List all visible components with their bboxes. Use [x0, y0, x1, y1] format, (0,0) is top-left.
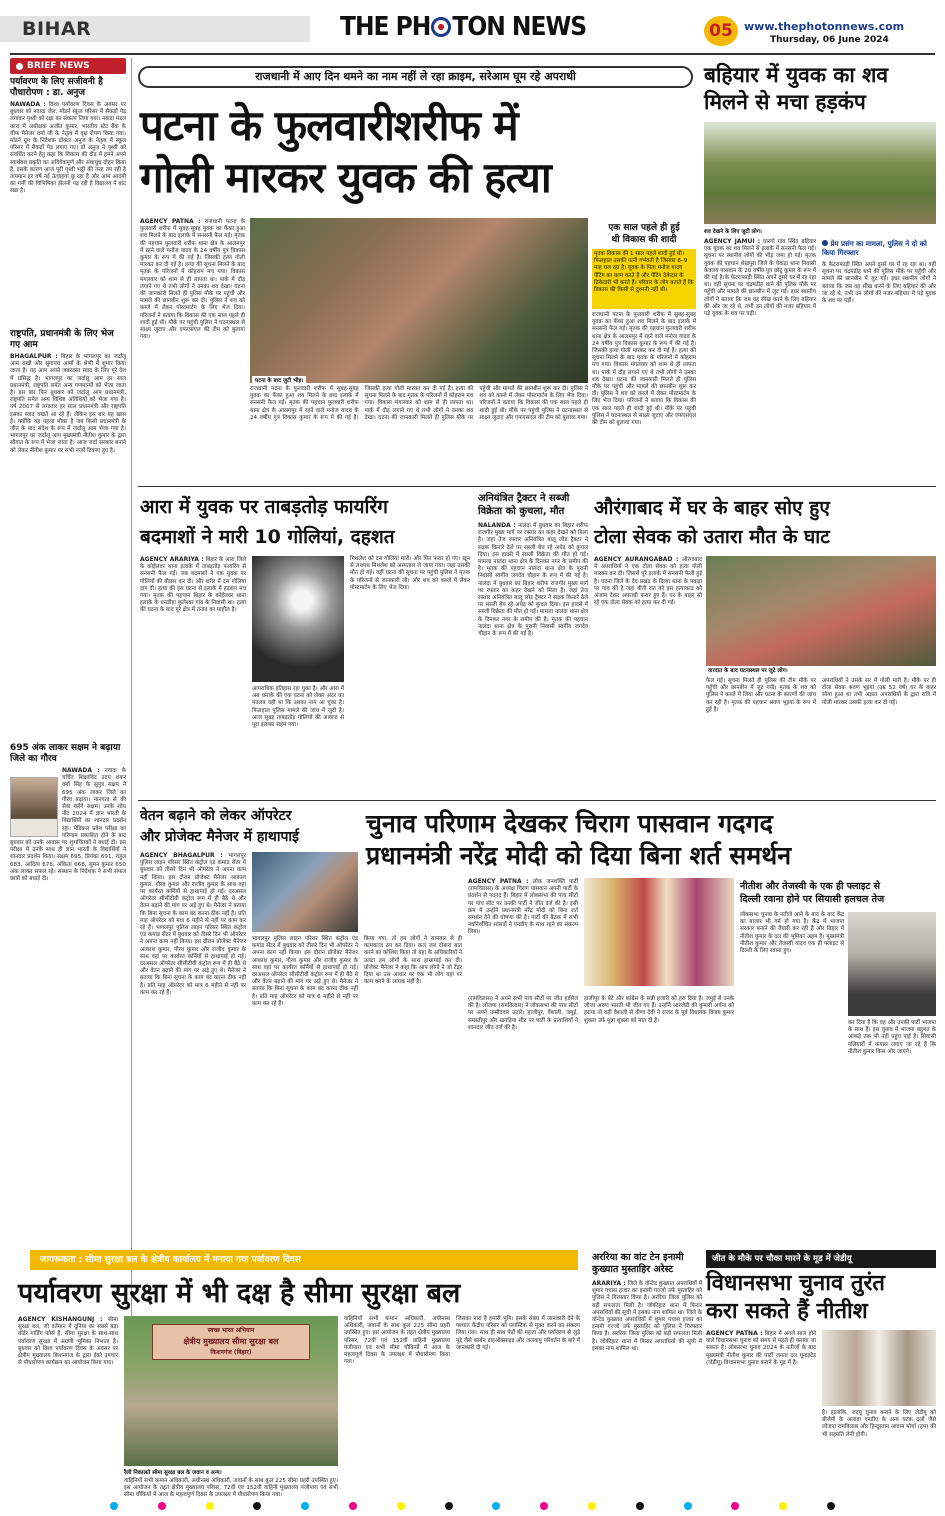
row-rule [138, 800, 936, 801]
brief-body: NAWADA : नवादा के चर्चित शिक्षाविद उदय शंकर वर्मा सिंह के सुपुत्र सक्षम ने 695 अंक लाकर जिले का गौरव बढ़ाया। मानवता से की सेवा करेंगे सक्षम। उनके शोध नीट 2024 में ज्ञान भारती के विद्यार्थियों का शानदार प्रदर्शन रहा। मेडिकल प्रवेश परीक्षा का परिणाम प्रकाशित होने के बाद बुधवार को उनके आवास पर शुभचिंतकों ने बधाई दी। इस परीक्षा में उनके साथ ही ज्ञान भारती के विद्यार्थियों ने शानदार प्रदर्शन किया। सक्षम 695, प्रियंका 691, राहुल 683, आदित्य 676, अंकिता 668, सुमन कुमार 650 अंक लाकर सफल रहे। संस्थान के निदेशक ने सभी सफल छात्रों को बधाई दी। [10, 767, 126, 883]
ara-body-2: आपराधिक इतिहास रहा चुका है। और आरा में अब धमाके की एक घटना को लेकर अंदर का मतलब वहीं था कि उसका नाम आ चुका है। फिलहाल पुलिस मामले की जांच में जुटी है। आज सुबह ताबड़तोड़ गोलियों की आवाज से पूरा इलाका सहम गया। [252, 686, 344, 729]
main-story-body: AGENCY PATNA : राजधानी पटना के फुलवारी शरीफ में सुबह-सुबह युवक का फेंका हुआ शव मिलने के बाद इलाके में सनसनी फैल गई। मृतक की पहचान फुलवारी शरीफ थाना क्षेत्र के आलमपुर में रहने वाले मनोज यादव के 24 वर्षीय पुत्र विकास कुमार के रूप में की गई है। जिसकी हत्या गोली मारकर कर दी गई है। हत्या की सूचना मिलने के बाद मृतक के परिजनों में कोहराम मच गया। विकास मंगलवार को शाम से ही लापता था। पार्क में दौड़ लगाने गए थे तभी लोगों ने उनका शव देखा। घटना की जानकारी मिलते ही पुलिस मौके पर पहुंची और मामले की छानबीन शुरू कर दी। पुलिस ने शव को कब्जे में लेकर पोस्टमार्टम के लिए भेज दिया। परिजनों ने बताया कि विकास की एक साल पहले ही शादी हुई थी। मौके पर पहुंची पुलिस ने घटनास्थल से साक्ष्य जुटाए और एफएसएल की टीम को बुलाया गया। [140, 218, 246, 341]
page-number: 05 [704, 16, 738, 46]
bahiyar-caption: शव देखने के लिए जुटी लोग। [704, 229, 762, 235]
bsf-body-3: वाहिनियों सभी कमान अधिकारी, अधीनस्थ अधिकारी, जवानों के साथ कुल 225 सीमा प्रहरी उपस्थित हुए। इस आयोजन के तहत क्षेत्रीय मुख्यालय परिसर, 72वीं एवं 152वीं वाहिनी मुख्यालय पंजीपारा एवं सभी सीमा चौकियों में आज के महत्वपूर्ण दिवस के उपलक्ष्य में पौधारोपण किया गया। [344, 1316, 450, 1366]
main-story-photo [250, 218, 588, 383]
jdu-headline: विधानसभा चुनाव तुरंत करा सकते हैं नीतीश [706, 1271, 885, 1324]
brief-title: राष्ट्रपति, प्रधानमंत्री के लिए भेज गए आम [10, 329, 114, 350]
masthead-rule [10, 53, 935, 55]
row-rule [138, 486, 936, 487]
ara-body-3: मिथलेश को दस गोलियां मारी। और फिर फरार हो गए। खून से लथपथ मिथलेश को अस्पताल ले जाया गया। जहां उसकी मौत हो गई। वहीं घटना की सूचना पर पहुंची पुलिस ने मृतक के परिजनों से जानकारी ली। और शव को कब्जे में लेकर पोस्टमार्टम के लिए भेज दिया। [350, 556, 470, 591]
brief-body: NAWADA : विश्व पर्यावरण दिवस के अवसर पर बुधवार को नवादा जेल, मॉडर्न स्कूल परिसर में सैकड़ों पेड़ लगाकर पृथ्वी को रक्षा का संकल्प लिया गया। नवादा मंडल कारा में अधीक्षक अजीत कुमार, भारतीय स्टेट बैंक के चीफ मैनेजर वर्मा जी के नेतृत्व में वृक्ष रोपण किया गया। मॉडर्न ग्रुप के निदेशक डॉक्टर अनुज के नेतृत्व में स्कूल परिसर में सैकड़ों पेड़ लगाए गए। डॉ अनुज ने पृथ्वी को संवर्धित करने हेतु कहा कि विकास की दौड़ में हमने अपने स्वार्थवश प्रकृति का अविवेकपूर्ण और अंधाधुंध दोहन किया है, इसके कारण आज पूरी पृथ्वी भट्ठी की तरह तप रही है तापमान हर वर्ष नई ऊंचाइयां छू रहा है और आम आदमी का गर्मी की विभिषिका झेलनी पड़ रही है विद्यालय ने बांट रखा है। [10, 101, 127, 195]
bsf-body: AGENCY KISHANGUNJ : सीमा सुरक्षा बल, जो वर्तमान में दुनिया का सबसे बड़ा बॉर्डर गार्डिंग फोर्स है, सीमा सुरक्षा के साथ-साथ पर्यावरण सुरक्षा में अग्रणी भूमिका निभाता है। बुधवार को विश्व पर्यावरण दिवस के अवसर पर क्षेत्रीय मुख्यालय किशनगंज के द्वारा ईको उपचार से पौधारोपण कार्यक्रम का आयोजन किया गया। [18, 1316, 118, 1367]
bsf-headline: पर्यावरण सुरक्षा में भी दक्ष है सीमा सुरक्षा बल [18, 1278, 461, 1309]
aurangabad-photo [706, 556, 936, 666]
bsf-photo [124, 1316, 338, 1466]
student-photo [10, 777, 58, 837]
jdu-body: AGENCY PATNA : बिहार में अगले साल होने वाले विधानसभा चुनाव को समय से पहले ही कराया जा सकता है। लोकसभा चुनाव 2024 के नतीजों के बाद मुख्यमंत्री नीतीश कुमार की पार्टी जनता दल यूनाइटेड (जेडीयू) विधानसभा चुनाव कराने के मूड में है। [706, 1330, 816, 1366]
col-divider [131, 58, 132, 1358]
bahiyar-bullet: प्रेम प्रसंग का मामला, पुलिस ने दो को किया गिरफ्तार [822, 240, 927, 257]
brief-title: पर्यावरण के लिए सजीवनी है पौधारोपण : डा. अनुज [10, 77, 103, 98]
flight-body-2: कर दिया है कि वह और उनकी पार्टी भाजपा के साथ हैं। इस चुनाव में भाजपा बहुमत के आंकड़े तक भी नहीं पहुंच पाई है। सियासी गलियारों में कयास लगाए जा रहे हैं कि नीतीश कुमार किस ओर जाएंगे। [848, 1020, 936, 1055]
brief-body: BHAGALPUR : बिहार के भागलपुर का जर्दालू आम राखी और सुगापच आमों के श्रेणी में शुमार किया जाता है। यह आम अपने जबरदस्त स्वाद के लिए पूरे देश में प्रसिद्ध है। भागलपुर का जर्दालु आम हर साल प्रधानमंत्री, राष्ट्रपति समेत अन्य गणमान्यों को भेजा जाता है। इस बार फिर बुधवार को जर्दालू आम प्रधानमंत्री, राष्ट्रपति समेत अन्य विशिष्ट अतिथियों को भेजा गया है। वर्ष 2007 से लगातार हर साल प्रधानमंत्री और राष्ट्रपति इसका स्वाद चखते आ रहे हैं। लेकिन इस बार यह खास है। क्योंकि यह पहला मौका है जब किसी प्रधानमंत्री के जीत के बाद संदेश के रूप में जर्दालू आम भेजा गया है। भागलपुर का जर्दालू आम मुख्यमंत्री नीतीश कुमार के द्वारा सौगात के रूप में भेजा जाता है। आज जर्दा सरकार बनाने को लेकर नीतीश कुमार पर सभी नजरें टिकाए हुए है। [10, 353, 127, 454]
brief-item-1 [10, 77, 126, 323]
brief-column [10, 58, 126, 1358]
bullet-icon [822, 240, 828, 246]
masthead [0, 0, 945, 54]
aurangabad-caption: वारदात के बाद घटनास्थल पर जुटे लोग। [708, 668, 788, 674]
flight-body: लोकसभा चुनाव के नतीजे आने के बाद के बाद केंद्र का बाजार भी गर्म हो गया है। केंद्र में भाजपा सरकार बनाने की तैयारी कर रही है और बिहार में नीतीश कुमार के दल की भूमिका अहम है। मुख्यमंत्री नीतीश कुमार और तेजस्वी यादव एक ही फ्लाइट से दिल्ली के लिए रवाना हुए। [740, 912, 844, 955]
aurangabad-body: AGENCY AURANGABAD : औरंगाबाद में अपराधियों ने एक टोला सेवक को हत्या गोली मारकर कर दी। जिससे पूरे इलाके में सनसनी फैली हुई है। घटना जिले के देव प्रखंड के दिव्या थाना के पकड़ा पर गांव की है जहां बीती रात को इस हत्याकांड को अंजाम देकर अपराधी फरार हुए हैं। घर के बाहर सो रहे एक टोला सेवक को हत्या कर दी गई। [594, 556, 702, 607]
brief-title: 695 अंक लाकर सक्षम ने बढ़ाया जिले का गौरव [10, 743, 121, 764]
flight-photo [848, 912, 936, 1016]
print-color-bar [110, 1502, 835, 1510]
box-title: एक साल पहले ही हुई थी विकास की शादी [608, 223, 680, 245]
bsf-body-2: वाहिनियों सभी कमान अधिकारी, अधीनस्थ अधिकारी, जवानों के साथ कुल 225 सीमा प्रहरी उपस्थित हुए। इस आयोजन के तहत क्षेत्रीय मुख्यालय परिसर, 72वीं एवं 152वीं वाहिनी मुख्यालय पंजीपारा एवं सभी सीमा चौकियों में आज के महत्वपूर्ण दिवस के उपलक्ष्य में पौधारोपण किया गया। [124, 1478, 338, 1499]
flight-headline: नीतीश और तेजस्वी के एक ही फ्लाइट से दिल्ली रवाना होने पर सियासी हलचल तेज [740, 881, 885, 905]
box-body: मृतक विकास की 1 साल पहले शादी हुई थी। फिलहाल उसकी पत्नी गर्भवती है जिसका 8–9 माह चल रहा है। यूवक के पिता मनोज यादव पेंटिंग का काम करते हैं और पेंटिंग ठेकेदार के ठिकेदारी भी करते हैं। परिवार के लोग बताते हैं कि विकास की किसी से दुश्मनी नहीं थी। [592, 249, 696, 309]
brief-label: BRIEF NEWS [10, 58, 126, 74]
aurangabad-body-3: अपराधियों ने उसके सर में गोली मारी है। मौके पर ही टोला सेवक श्रवण भुइयां (उम्र 52 वर्ष) घर के बाहर सोया हुआ था तभी अज्ञात अपराधियों के द्वारा रात्रि में गोली मारकर उसकी हत्या कर दी गई। [822, 678, 936, 706]
operator-headline: वेतन बढ़ाने को लेकर ऑपरेटर और प्रोजेक्ट मैनेजर में हाथापाई [140, 808, 299, 845]
issue-date: Thursday, 06 June 2024 [770, 35, 889, 45]
arrest-headline: अररिया का वांट टेन इनामी कुख्यात मुस्ताहिर अरेस्ट [592, 1252, 684, 1275]
aurangabad-headline: औरंगाबाद में घर के बाहर सोए हुए टोला सेवक को उतारा मौत के घाट [594, 497, 830, 548]
logo-o-icon [431, 17, 451, 37]
brief-item-2 [10, 329, 126, 737]
operator-body-3: किया गया, तो हम लोगों ने सामवार से ही कामकाज ठप कर दिया। कल जब दोबारा बात करने का कोशिश किया तो यहां के अधिकारियों ने उलटा हम लोगों के साथ हाथापाई कर दी। प्रोजेक्ट मैनेजर ने कहा कि आप लोगों ने जो टेंडर दिया था उस आधार पर एक भी लोग यहां पर काम करने के लायक नहीं है। [364, 936, 462, 986]
main-photo-caption: घटना के बाद जुटी भीड़। [252, 376, 306, 384]
operator-body-2: भागलपुर पुलिस लाइन परिसर स्थित कंट्रोल एंड कमांड सेंटर में बुधवार को तीसरे दिन भी ऑपरेटर ने अपना काम नहीं किया। इस दौरान प्रोजेक्ट मैनेजर आकाश कुमार, गौरव कुमार और राजीव कुमार के साथ वहां पर कार्यरत कर्मियों से हाथापाई हो गई। दरअसल ऑपरेटर सीसीटीवी कंट्रोल रूम में ही बैठे थे और वेतन बढ़ाने की मांग पर अड़े हुए थे। मैनेजर ने बताया कि बिना सूचना के काम बंद करना ठीक नहीं है। प्रति माह ऑपरेटर को मात्र 6 महीने से नहीं पर काम कर रहे हैं। [252, 936, 358, 1007]
ara-headline: आरा में युवक पर ताबड़तोड़ फायरिंग बदमाशों ने मारी 10 गोलियां, दहशत [140, 496, 395, 548]
operator-photo [252, 852, 358, 932]
top-kicker: राजधानी में आए दिन थमने का नाम नहीं ले रहा क्राइम, सरेआम घूम रहे अपराधी [138, 66, 693, 88]
main-story-body-2: राजधानी पटना के फुलवारी शरीफ में सुबह-सुबह युवक का फेंका हुआ शव मिलने के बाद इलाके में सनसनी फैल गई। मृतक की पहचान फुलवारी शरीफ थाना क्षेत्र के आलमपुर में रहने वाले मनोज यादव के 24 वर्षीय पुत्र विकास कुमार के रूप में की गई है। जिसकी हत्या गोली मारकर कर दी गई है। हत्या की सूचना मिलने के बाद मृतक के परिजनों में कोहराम मच गया। विकास मंगलवार को शाम से ही लापता था। पार्क में दौड़ लगाने गए थे तभी लोगों ने उनका शव देखा। घटना की जानकारी मिलते ही पुलिस मौके पर पहुंची और मामले की छानबीन शुरू कर दी। पुलिस ने शव को कब्जे में लेकर पोस्टमार्टम के लिए भेज दिया। परिजनों ने बताया कि विकास की एक साल पहले ही शादी हुई थी। मौके पर पहुंची पुलिस ने घटनास्थल से साक्ष्य जुटाए और एफएसएल की टीम को बुलाया गया। [250, 386, 588, 421]
chirag-body-2: (रामविलास) ने अपने सभी पांच सीटों पर जीत हासिल की है। लोजपा (रामविलास) ने लोकसभा की पांच सीटों पर अपने उम्मीदवार उतारे। हाजीपुर, वैशाली, जमुई, समस्तीपुर और खगड़िया सीट पर पार्टी के प्रत्याशियों ने शानदार जीत दर्ज की है। [468, 996, 578, 1031]
bahiyar-body: AGENCY JAMUI : घारगो गांव स्थित बहियार एक युवक का शव मिलने से इलाके में सनसनी फैल गई। सूचना पर स्थानीय लोगों की भीड़ जमा हो गई। मृतक युवक की पहचान शेखपुरा जिले के चेवाड़ा थाना निवासी केवलय पासवान के 20 वर्षीय पुत्र छोटू कुमार के रूप में की गई है।के फेटराफाड़ी स्थित अपने दूसरे घर में रह रहा था। वहीं सूचना पर चंद्रमंडीह थाने की पुलिस मौके पर पहुँची और मामले की छानबीन में जुट गई। इधर स्थानीय लोगों ने बताया कि जब वह सीख करने के लिए बहियार की ओर जा रहे थे, तभी उन लोगों की नजर बहियार में पड़े युवक के शव पर पड़ी। [704, 238, 817, 318]
bsf-caption: रैली निकालते सीमा सुरक्षा बल के जवान व अन्य। [124, 1470, 222, 1476]
jdu-body-2: है। हालांकि, जदयू चुनाव कराने के लिए जेडीयू को बीजेपी के अलावा एनडीए के अन्य घटक दलों जैसे लोजपा रामविलास और हिन्दुस्तान आवाम मोर्चा (हम) की भी सहमति लेनी होगी। [822, 1410, 937, 1438]
bsf-kicker: जागरूकता : सीमा सुरक्षा बल के क्षेत्रीय कार्यालय में मनाया गया पर्यावरण दिवस [30, 1250, 578, 1270]
bsf-banner: स्वच्छ भारत अभियान क्षेत्रीय मुख्यालय सीमा सुरक्षा बल किशनगंज (बिहार) [152, 1324, 310, 1360]
chirag-body-3: हाजीपुर के बेटे और कांग्रेस के सन्नी हजारी को हरा दिया है। जमुई से उनके जीजा अरुण भारती भी जीत गए हैं। उन्होंने आरजेडी की कुमारी अर्चना को हराया तो वहीं वैशाली से वीणा देवी ने राजद के पूर्व विधायक विजय कुमार शुक्ला उर्फ मुन्ना शुक्ला को मात दी है। [584, 996, 734, 1024]
aurangabad-body-2: फैल गई। सूचना मिलते ही पुलिस की टीम मौके पर पहुँची और छानबीन में जुट गयी। मृतक के शव को पुलिस ने कब्जे में लिया और घटना के कारणों की जांच कर रही है। मृतक की पहचान श्रवण भुइयां के रूप में हुई है। [706, 678, 816, 713]
tractor-headline: अनियंत्रित ट्रैक्टर ने सब्जी विक्रेता को कुचला, मौत [478, 493, 570, 517]
logo-right: TON NEWS [452, 12, 587, 42]
brief-item-3 [10, 743, 126, 1197]
operator-body: AGENCY BHAGALPUR : भागलपुर पुलिस लाइन परिसर स्थित कंट्रोल एंड कमांड सेंटर में बुधवार को तीसरे दिन भी ऑपरेटर ने अपना काम नहीं किया। इस दौरान प्रोजेक्ट मैनेजर आकाश कुमार, गौरव कुमार और राजीव कुमार के साथ वहां पर कार्यरत कर्मियों से हाथापाई हो गई। दरअसल ऑपरेटर सीसीटीवी कंट्रोल रूम में ही बैठे थे और वेतन बढ़ाने की मांग पर अड़े हुए थे। मैनेजर ने बताया कि बिना सूचना के काम बंद करना ठीक नहीं है। प्रति माह ऑपरेटर को मात्र 6 महीने से नहीं पर काम कर रहे हैं। भागलपुर पुलिस लाइन परिसर स्थित कंट्रोल एंड कमांड सेंटर में बुधवार को तीसरे दिन भी ऑपरेटर ने अपना काम नहीं किया। इस दौरान प्रोजेक्ट मैनेजर आकाश कुमार, गौरव कुमार और राजीव कुमार के साथ वहां पर कार्यरत कर्मियों से हाथापाई हो गई। दरअसल ऑपरेटर सीसीटीवी कंट्रोल रूम में ही बैठे थे और वेतन बढ़ाने की मांग पर अड़े हुए थे। मैनेजर ने बताया कि बिना सूचना के काम बंद करना ठीक नहीं है। प्रति माह ऑपरेटर को मात्र 6 महीने से नहीं पर काम कर रहे हैं। [140, 852, 246, 996]
bsf-body-4: जिसका नारा है हमारी भूमि। इसके संबंध में जानकारी देने के पश्चात केंद्रीय परिसर को प्लास्टिक से मुक्त करने का संकल्प लिया गया। साथ ही साथ पेड़ों की महत्ता और पर्यावरण से जुड़े मुद्दे जैसे कार्बन डाइऑक्साइड और जलवायु परिवर्तन के बारे में जानकारी दी गई। [456, 1316, 580, 1351]
ara-photo [252, 556, 344, 682]
tractor-body: NALANDA : नालंदा में बुधवार का बिहार शरीफ राजगीर मुख्य मार्ग पर रफ्तार का कहर देखने को मिला है। जहां तेज रफ्तार अनियंत्रित बालू लोड ट्रैक्टर ने सड़क किनारे ठेले पर सब्जी बेच रहे अधेड़ को कुचल दिया। इस हादसे में सब्जी विक्रेता की मौत हो गई। मामला नालंदा थाना क्षेत्र के दिनकर नगर के समीप की है। मृतक की पहचान नालंदा थाना क्षेत्र के पुरानी निवासी स्वर्गीय जगदेव चौहान के रूप में की गई है। नालंदा में बुधवार का बिहार शरीफ राजगीर मुख्य मार्ग पर रफ्तार का कहर देखने को मिला है। जहां तेज रफ्तार अनियंत्रित बालू लोड ट्रैक्टर ने सड़क किनारे ठेले पर सब्जी बेच रहे अधेड़ को कुचल दिया। इस हादसे में सब्जी विक्रेता की मौत हो गई। मामला नालंदा थाना क्षेत्र के दिनकर नगर के समीप की है। मृतक की पहचान नालंदा थाना क्षेत्र के पुरानी निवासी स्वर्गीय जगदेव चौहान के रूप में की गई है। [478, 522, 589, 638]
site-url[interactable]: www.thephotonnews.com [744, 20, 905, 33]
paper-logo [340, 12, 640, 46]
ara-body: AGENCY ARARIYA : बिहार के आरा जिले के कोईलवर थाना इलाके में ताबड़तोड़ फायरिंग से सनसनी फैल गई। जब बदमाशों ने एक युवक पर गोलियों की बौछार कर दी। और शरीर में दस गोलियां दाग दी। हत्या की इस घटना से इलाके में हड़कंप मच गया। मृतक की पहचान बिहार के कोईलवर थाना इलाके के धनडीहा कुलेश्वर गांव के निवासी था। हत्या की घटना के बाद पूरे क्षेत्र में तनाव का माहौल है। [140, 556, 247, 614]
main-headline: पटना के फुलवारीशरीफ में गोली मारकर युवक की हत्या [140, 101, 551, 202]
jdu-kicker: जीत के मौके पर चौका मारने के मूड में जेडीयू [706, 1250, 936, 1268]
box-body-2: राजधानी पटना के फुलवारी शरीफ में सुबह-सुबह युवक का फेंका हुआ शव मिलने के बाद इलाके में सनसनी फैल गई। मृतक की पहचान फुलवारी शरीफ थाना क्षेत्र के आलमपुर में रहने वाले मनोज यादव के 24 वर्षीय पुत्र विकास कुमार के रूप में की गई है। जिसकी हत्या गोली मारकर कर दी गई है। हत्या की सूचना मिलने के बाद मृतक के परिजनों में कोहराम मच गया। विकास मंगलवार को शाम से ही लापता था। पार्क में दौड़ लगाने गए थे तभी लोगों ने उनका शव देखा। घटना की जानकारी मिलते ही पुलिस मौके पर पहुंची और मामले की छानबीन शुरू कर दी। पुलिस ने शव को कब्जे में लेकर पोस्टमार्टम के लिए भेज दिया। परिजनों ने बताया कि विकास की एक साल पहले ही शादी हुई थी। मौके पर पहुंची पुलिस ने घटनास्थल से साक्ष्य जुटाए और एफएसएल की टीम को बुलाया गया। [592, 312, 696, 427]
bahiyar-headline: बहियार में युवक का शव मिलने से मचा हड़कंप [704, 63, 889, 114]
brief-bullet-icon [16, 63, 23, 70]
chirag-body: AGENCY PATNA : लोक जनशक्ति पार्टी (रामविलास) के अध्यक्ष चिराग पासवान अपनी पार्टी के प्रदर्शन से गदगद हैं। बिहार में लोकसभा की पांच सीटों पर पांच सीट पर उनकी पार्टी ने जीत दर्ज की है। इसी क्रम में उन्होंने प्रधानमंत्री नरेंद्र मोदी को बिना शर्त समर्थन देने की घोषणा की है। पार्टी की बैठक में सभी नवनिर्वाचित सांसदों ने एनडीए के साथ रहने का संकल्प लिया। [468, 878, 579, 936]
bahiyar-photo [704, 122, 936, 224]
chirag-headline: चुनाव परिणाम देखकर चिराग पासवान गदगद प्रधानमंत्री नरेंद्र मोदी को दिया बिना शर्त समर्थन [366, 809, 792, 870]
chirag-photo [584, 878, 734, 986]
arrest-body: ARARIYA : जिले के वॉन्टेड कुख्यात अपराधियों में शुमार पचास हजार का इनामी गज्जो उर्फ मुस्ताहिर को पुलिस ने गिरफ्तार किया है। अररिया जिला पुलिस को बड़ी सफलता मिली है। जोकीहाट थाना में फिरार अपराधियों की सूची में इसका नाम शामिल था। जिले के वॉन्टेड कुख्यात अपराधियों में शुमार पचास हजार का इनामी गज्जो उर्फ मुस्ताहिर को पुलिस ने गिरफ्तार किया है। अररिया जिला पुलिस को बड़ी सफलता मिली है। जोकीहाट थाना में फिरार अपराधियों की सूची में इसका नाम शामिल था। [592, 1280, 703, 1352]
section-name: BIHAR [22, 18, 92, 40]
jdu-photo [822, 1330, 936, 1406]
bahiyar-body-2: के फेटराफाड़ी स्थित अपने दूसरे घर में रह रहा था। वहीं सूचना पर चंद्रमंडीह थाने की पुलिस मौके पर पहुँची और मामले की छानबीन में जुट गई। इधर स्थानीय लोगों ने बताया कि जब वह सीख करने के लिए बहियार की ओर जा रहे थे, तभी उन लोगों की नजर बहियार में पड़े युवक के शव पर पड़ी। [822, 262, 936, 305]
logo-left: THE PH [340, 12, 431, 42]
info-box [592, 222, 696, 462]
